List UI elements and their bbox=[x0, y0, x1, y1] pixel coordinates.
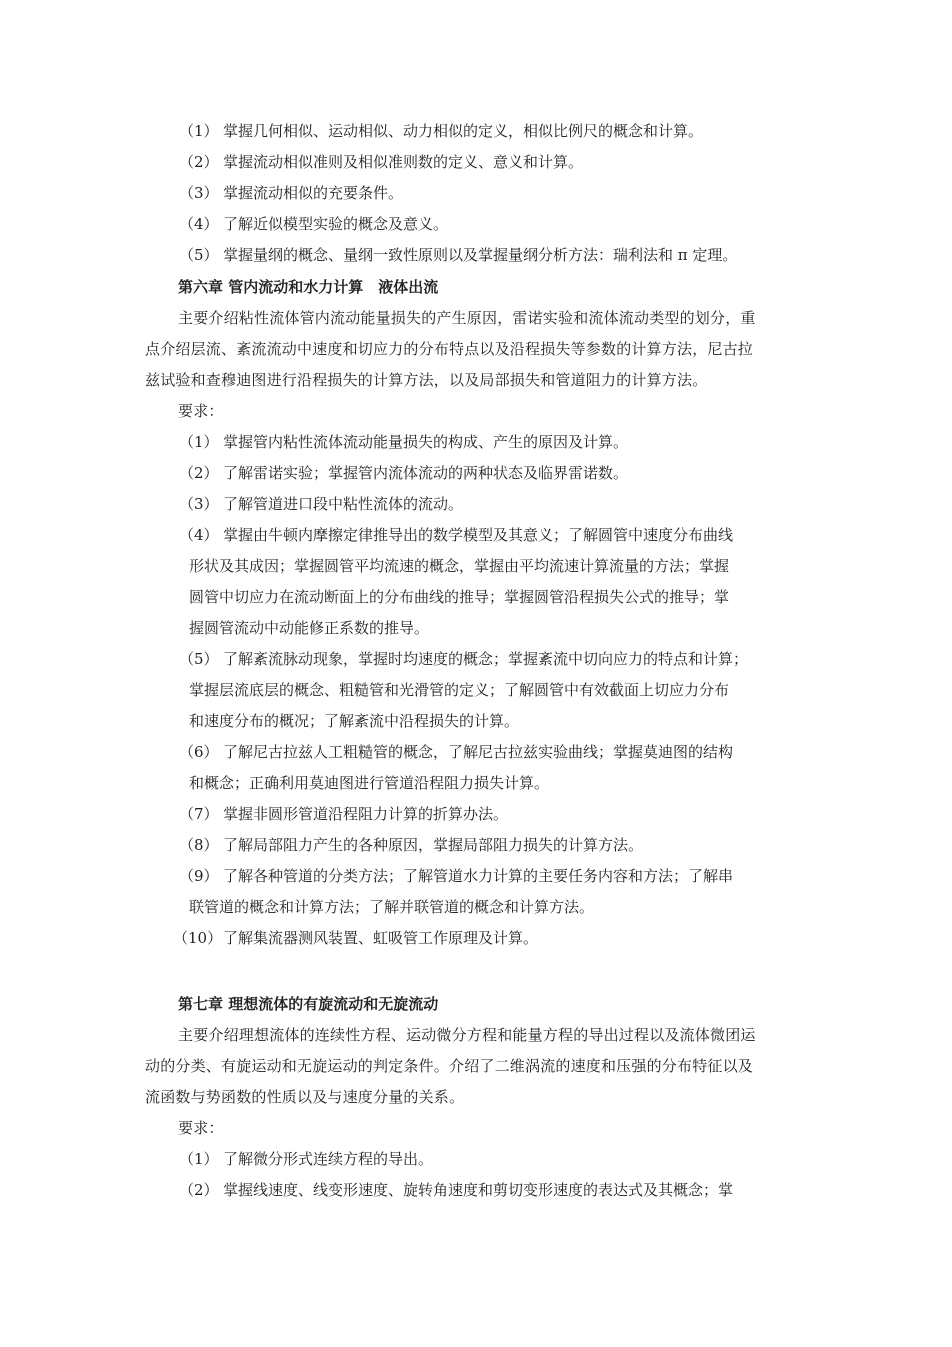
item-text: 了解集流器测风装置、虹吸管工作原理及计算。 bbox=[223, 929, 539, 947]
intro-line: 动的分类、有旋运动和无旋运动的判定条件。介绍了二维涡流的速度和压强的分布特征以及 bbox=[145, 1057, 754, 1075]
item-number: （2） bbox=[179, 1181, 219, 1199]
list-item bbox=[145, 116, 810, 147]
item-text: 掌握由牛顿内摩擦定律推导出的数学模型及其意义；了解圆管中速度分布曲线 bbox=[223, 526, 734, 544]
intro-line: 主要介绍理想流体的连续性方程、运动微分方程和能量方程的导出过程以及流体微团运 bbox=[178, 1026, 756, 1044]
list-item bbox=[145, 861, 810, 923]
list-item bbox=[145, 178, 810, 209]
item-text: 了解尼古拉兹人工粗糙管的概念，了解尼古拉兹实验曲线；掌握莫迪图的结构 bbox=[223, 743, 734, 761]
item-text-continued: 掌握层流底层的概念、粗糙管和光滑管的定义；了解圆管中有效截面上切应力分布 bbox=[189, 681, 730, 699]
list-item bbox=[145, 209, 810, 240]
chapter6-intro bbox=[145, 303, 810, 396]
item-text: 了解紊流脉动现象，掌握时均速度的概念；掌握紊流中切向应力的特点和计算； bbox=[223, 650, 749, 668]
item-text-continued: 和速度分布的概况；了解紊流中沿程损失的计算。 bbox=[189, 712, 520, 730]
list-item bbox=[145, 489, 810, 520]
item-number: （5） bbox=[179, 650, 219, 668]
item-text-continued: 联管道的概念和计算方法；了解并联管道的概念和计算方法。 bbox=[189, 898, 595, 916]
list-item bbox=[145, 147, 810, 178]
chapter6-section bbox=[145, 272, 810, 954]
list-item bbox=[145, 1175, 810, 1206]
item-text: 了解近似模型实验的概念及意义。 bbox=[223, 215, 449, 233]
chapter7-intro bbox=[145, 1020, 810, 1113]
item-text: 了解雷诺实验；掌握管内流体流动的两种状态及临界雷诺数。 bbox=[223, 464, 629, 482]
requirements-label: 要求： bbox=[178, 1119, 224, 1137]
list-item bbox=[145, 644, 810, 737]
item-number: （1） bbox=[179, 433, 219, 451]
item-text-continued: 握圆管流动中动能修正系数的推导。 bbox=[189, 619, 430, 637]
intro-line: 主要介绍粘性流体管内流动能量损失的产生原因，雷诺实验和流体流动类型的划分，重 bbox=[178, 309, 756, 327]
list-item bbox=[145, 799, 810, 830]
item-text: 掌握几何相似、运动相似、动力相似的定义，相似比例尺的概念和计算。 bbox=[223, 122, 704, 140]
item-text: 掌握线速度、线变形速度、旋转角速度和剪切变形速度的表达式及其概念；掌 bbox=[223, 1181, 734, 1199]
intro-line: 兹试验和查穆迪图进行沿程损失的计算方法，以及局部损失和管道阻力的计算方法。 bbox=[145, 371, 708, 389]
list-item bbox=[145, 520, 810, 644]
intro-line: 点介绍层流、紊流流动中速度和切应力的分布特点以及沿程损失等参数的计算方法，尼古拉 bbox=[145, 340, 754, 358]
item-number: （6） bbox=[179, 743, 219, 761]
item-number: （5） bbox=[179, 246, 219, 264]
list-item bbox=[145, 458, 810, 489]
list-item bbox=[145, 427, 810, 458]
list-item bbox=[145, 923, 810, 954]
list-item bbox=[145, 737, 810, 799]
item-number: （4） bbox=[179, 526, 219, 544]
item-number: （4） bbox=[179, 215, 219, 233]
list-item bbox=[145, 240, 810, 271]
item-number: （7） bbox=[179, 805, 219, 823]
item-text-continued: 和概念；正确利用莫迪图进行管道沿程阻力损失计算。 bbox=[189, 774, 550, 792]
chapter5-requirements-list bbox=[145, 116, 810, 271]
item-text: 了解管道进口段中粘性流体的流动。 bbox=[223, 495, 464, 513]
item-number: （1） bbox=[179, 1150, 219, 1168]
item-text-continued: 圆管中切应力在流动断面上的分布曲线的推导；掌握圆管沿程损失公式的推导；掌 bbox=[189, 588, 730, 606]
item-text: 了解微分形式连续方程的导出。 bbox=[223, 1150, 434, 1168]
item-number: （2） bbox=[179, 464, 219, 482]
list-item bbox=[145, 830, 810, 861]
item-text: 掌握管内粘性流体流动能量损失的构成、产生的原因及计算。 bbox=[223, 433, 629, 451]
item-number: （8） bbox=[179, 836, 219, 854]
chapter6-heading: 第六章 管内流动和水力计算 液体出流 bbox=[178, 278, 439, 296]
intro-line: 流函数与势函数的性质以及与速度分量的关系。 bbox=[145, 1088, 465, 1106]
chapter6-requirements-list bbox=[145, 427, 810, 954]
item-number: （1） bbox=[179, 122, 219, 140]
item-number: （3） bbox=[179, 184, 219, 202]
item-text: 掌握流动相似的充要条件。 bbox=[223, 184, 404, 202]
item-number: （2） bbox=[179, 153, 219, 171]
item-text: 掌握流动相似准则及相似准则数的定义、意义和计算。 bbox=[223, 153, 584, 171]
item-text: 了解局部阻力产生的各种原因，掌握局部阻力损失的计算方法。 bbox=[223, 836, 644, 854]
chapter7-heading: 第七章 理想流体的有旋流动和无旋流动 bbox=[178, 995, 439, 1013]
item-text-continued: 形状及其成因；掌握圆管平均流速的概念，掌握由平均流速计算流量的方法；掌握 bbox=[189, 557, 730, 575]
item-number: （3） bbox=[179, 495, 219, 513]
chapter7-requirements-list bbox=[145, 1144, 810, 1206]
item-number: （10） bbox=[173, 929, 223, 947]
item-number: （9） bbox=[179, 867, 219, 885]
list-item bbox=[145, 1144, 810, 1175]
item-text: 掌握量纲的概念、量纲一致性原则以及掌握量纲分析方法：瑞利法和 π 定理。 bbox=[223, 246, 738, 264]
chapter7-section bbox=[145, 989, 810, 1206]
requirements-label: 要求： bbox=[178, 402, 224, 420]
item-text: 掌握非圆形管道沿程阻力计算的折算办法。 bbox=[223, 805, 509, 823]
item-text: 了解各种管道的分类方法；了解管道水力计算的主要任务内容和方法；了解串 bbox=[223, 867, 734, 885]
